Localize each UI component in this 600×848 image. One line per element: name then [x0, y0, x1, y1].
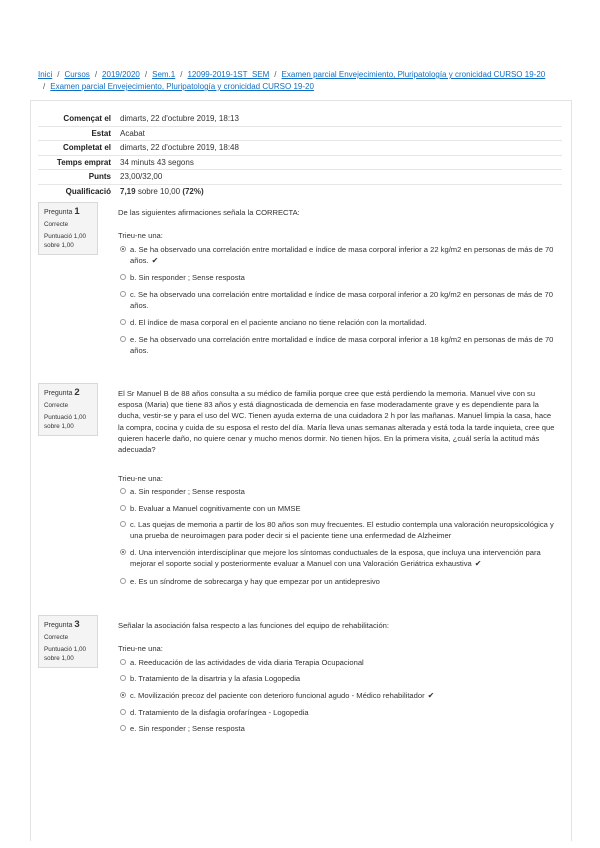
summary-row-marks [38, 169, 562, 184]
breadcrumb-separator: / [274, 70, 277, 79]
question-state: Correcte [44, 402, 69, 409]
check-icon: ✔ [474, 559, 482, 568]
answer-text: e. Es un síndrome de sobrecarga y hay que empezar por un antidepresivo [130, 577, 380, 586]
answer-text: d. Tratamiento de la disfagia orofaríngea - Logopedia [130, 708, 309, 717]
answer-text: b. Evaluar a Manuel cognitivamente con un MMSE [130, 504, 301, 513]
summary-row-grade [38, 184, 562, 199]
answer-option[interactable] [120, 576, 556, 587]
grade-value: 7,19 [120, 186, 136, 196]
summary-label: Temps emprat [56, 157, 111, 167]
breadcrumb-link-exam-section[interactable]: Examen parcial Envejecimiento, Pluripatología y cronicidad CURSO 19-20 [281, 70, 546, 79]
answer-option[interactable] [120, 673, 556, 684]
summary-row-time-taken [38, 155, 562, 170]
answer-text: c. Se ha observado una correlación entre mortalidad e índice de masa corporal inferior a 20 kg/m2 en personas de más de 70 años. [130, 290, 553, 310]
summary-label: Estat [91, 128, 111, 138]
radio-icon[interactable] [120, 505, 126, 511]
answer-option[interactable] [120, 272, 556, 283]
answer-text: e. Se ha observado una correlación entre mortalidad e índice de masa corporal inferior a 18 kg/m2 en personas de más de 70 años. [130, 335, 554, 355]
answer-option[interactable] [120, 317, 556, 328]
answer-option[interactable] [120, 503, 556, 514]
radio-icon[interactable] [120, 274, 126, 280]
question-mark: Puntuació 1,00 sobre 1,00 [44, 414, 87, 430]
question-info-box [38, 383, 98, 436]
answer-text: a. Reeducación de las actividades de vida diaria Terapia Ocupacional [130, 658, 364, 667]
question-label: Pregunta [44, 390, 73, 397]
summary-label: Començat el [63, 114, 111, 124]
breadcrumb-link-semester[interactable]: Sem.1 [152, 70, 176, 79]
radio-icon[interactable] [120, 488, 126, 494]
question-text: Señalar la asociación falsa respecto a las funciones del equipo de rehabilitación: [118, 621, 390, 630]
question-number [44, 207, 92, 217]
radio-icon[interactable] [120, 246, 126, 252]
answer-text: c. Las quejas de memoria a partir de los 80 años son muy frecuentes. El estudio contempla una valoración neuropsicológica y una prueba de neuroimagen para poder decir si el paciente tiene una enfermedad de Alzheimer [130, 520, 554, 540]
question-mark: Puntuació 1,00 sobre 1,00 [44, 646, 87, 662]
answer-option[interactable] [120, 244, 556, 266]
breadcrumb [38, 69, 568, 93]
answer-option[interactable] [120, 486, 556, 497]
radio-icon[interactable] [120, 675, 126, 681]
question-number [44, 388, 92, 398]
breadcrumb-link-inici[interactable]: Inici [38, 70, 53, 79]
attempt-summary-table [38, 112, 562, 198]
question-label: Pregunta [44, 209, 73, 216]
question-info-box [38, 615, 98, 668]
radio-icon[interactable] [120, 521, 126, 527]
answer-option[interactable] [120, 707, 556, 718]
summary-value: dimarts, 22 d'octubre 2019, 18:48 [120, 143, 239, 153]
answer-option[interactable] [120, 690, 556, 701]
breadcrumb-separator: / [144, 70, 148, 79]
summary-value [116, 187, 204, 196]
answer-text: d. El índice de masa corporal en el paciente anciano no tiene relación con la mortalidad. [130, 318, 427, 327]
summary-row-completed [38, 140, 562, 155]
radio-icon[interactable] [120, 578, 126, 584]
breadcrumb-link-cursos[interactable]: Cursos [64, 70, 90, 79]
summary-label: Qualificació [65, 186, 111, 196]
answer-option[interactable] [120, 723, 556, 734]
question-text: De las siguientes afirmaciones señala la CORRECTA: [118, 208, 300, 217]
question-state: Correcte [44, 221, 69, 228]
question-number-value: 3 [74, 619, 80, 630]
breadcrumb-link-exam[interactable]: Examen parcial Envejecimiento, Pluripatología y cronicidad CURSO 19-20 [50, 82, 314, 91]
summary-value: 34 minuts 43 segons [120, 157, 194, 167]
breadcrumb-link-course-code[interactable]: 12099-2019-1ST_SEM [187, 70, 270, 79]
radio-icon[interactable] [120, 549, 126, 555]
breadcrumb-separator: / [43, 82, 46, 91]
question-number-value: 1 [74, 206, 80, 217]
breadcrumb-link-year[interactable]: 2019/2020 [102, 70, 140, 79]
radio-icon[interactable] [120, 319, 126, 325]
radio-icon[interactable] [120, 291, 126, 297]
answer-text: d. Una intervención interdisciplinar que mejore los síntomas conductuales de la esposa, que incluya una intervención para mejorar el soporte social y posteriormente evaluar a Manuel con una Valoración Geriátrica exhaustiva [130, 548, 541, 568]
radio-icon[interactable] [120, 692, 126, 698]
radio-icon[interactable] [120, 659, 126, 665]
question-number-value: 2 [74, 387, 80, 398]
answer-text: c. Movilización precoz del paciente con deterioro funcional agudo - Médico rehabilitador [130, 691, 425, 700]
summary-row-started [38, 112, 562, 126]
check-icon: ✔ [427, 691, 435, 700]
summary-value: dimarts, 22 d'octubre 2019, 18:13 [120, 114, 239, 124]
summary-label: Punts [88, 172, 111, 182]
question-number [44, 620, 92, 630]
answer-text: e. Sin responder ; Sense resposta [130, 724, 245, 733]
answer-prompt: Trieu-ne una: [118, 231, 163, 240]
breadcrumb-separator: / [94, 70, 98, 79]
breadcrumb-separator: / [57, 70, 60, 79]
answer-text: b. Tratamiento de la disartria y la afasia Logopedia [130, 674, 301, 683]
radio-icon[interactable] [120, 709, 126, 715]
answer-text: a. Sin responder ; Sense resposta [130, 487, 245, 496]
answer-text: a. Se ha observado una correlación entre mortalidad e índice de masa corporal inferior a 22 kg/m2 en personas de más de 70 años. [130, 245, 554, 265]
answer-option[interactable] [120, 334, 556, 356]
question-label: Pregunta [44, 622, 73, 629]
answer-prompt: Trieu-ne una: [118, 474, 163, 483]
summary-label: Completat el [62, 143, 111, 153]
answer-text: b. Sin responder ; Sense resposta [130, 273, 245, 282]
question-text: El Sr Manuel B de 88 años consulta a su médico de familia porque cree que está perdiendo la memoria. Manuel vive con su esposa (Maria) que tiene 83 años y está diagnosticada de demencia en fase moderadamente grave y es dependiente para la ducha, vestir-se y para el uso del WC. Tienen ayuda externa de una cuidadora 2 h por las mañanas. Manuel limpia la casa, hace la compra, cocina y cuida de su esposa el resto del día. María lleva unas semanas alterada y está toda la tarde inquieta, cree que quieren hacerle daño, no quiere cenar y mucho menos dormir. No tienen hijos. En la primera visita, ¿cuál sería la actitud más adecuada? [118, 389, 555, 455]
breadcrumb-separator: / [180, 70, 183, 79]
summary-value: Acabat [120, 128, 145, 138]
check-icon: ✔ [151, 256, 159, 265]
answer-option[interactable] [120, 547, 556, 569]
question-info-box [38, 202, 98, 255]
answer-option[interactable] [120, 289, 556, 311]
grade-suffix: sobre 10,00 [137, 186, 181, 196]
summary-value: 23,00/32,00 [120, 172, 163, 182]
grade-percent: (72%) [182, 186, 204, 196]
summary-row-state [38, 126, 562, 141]
radio-icon[interactable] [120, 336, 126, 342]
question-mark: Puntuació 1,00 sobre 1,00 [44, 233, 87, 249]
answer-option[interactable] [120, 657, 556, 668]
question-state: Correcte [44, 634, 69, 641]
radio-icon[interactable] [120, 725, 126, 731]
answer-prompt: Trieu-ne una: [118, 644, 163, 653]
answer-option[interactable] [120, 519, 556, 541]
